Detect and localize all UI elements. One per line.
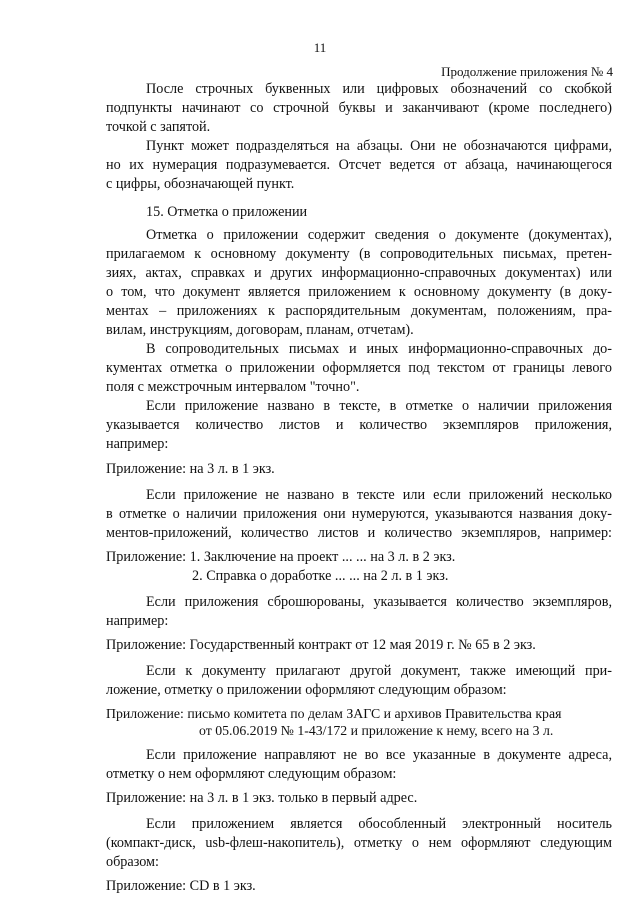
paragraph-line: ментах – приложениях к распорядительным документам, положениям, пра- [106,303,612,319]
paragraph-line: кументах отметка о приложении оформляется под текстом от границы левого [106,360,612,376]
paragraph-line: точкой с запятой. [106,119,211,135]
page-number: 11 [313,40,327,55]
paragraph-line: После строчных буквенных или цифровых обозначений со скобкой [146,81,612,97]
paragraph-line: с цифры, обозначающей пункт. [106,176,295,192]
attachment-example-continued: 2. Справка о доработке ... ... на 2 л. в 1 экз. [192,568,449,584]
paragraph-line: Если приложением является обособленный электронный носитель [146,816,612,832]
attachment-example: Приложение: на 3 л. в 1 экз. [106,461,275,477]
paragraph-line: Пункт может подразделяться на абзацы. Они не обозначаются цифрами, [146,138,612,154]
paragraph-line: но их нумерация подразумевается. Отсчет ведется от абзаца, начинающегося [106,157,612,173]
paragraph-line: указывается количество листов и количество экземпляров приложения, [106,417,612,433]
paragraph-line: вилам, инструкциям, договорам, планам, отчетам). [106,322,414,338]
attachment-example: Приложение: на 3 л. в 1 экз. только в первый адрес. [106,790,418,806]
paragraph-line: о том, что документ является приложением к основному документу (в доку- [106,284,612,300]
paragraph-line: прилагаемом к основному документу (в сопроводительных письмах, претен- [106,246,612,262]
section-heading: 15. Отметка о приложении [146,204,308,220]
paragraph-line: ложение, отметку о приложении оформляют следующим образом: [106,682,507,698]
paragraph-line: в отметке о наличии приложения они нумеруются, указываются названия доку- [106,506,612,522]
paragraph-line: Отметка о приложении содержит сведения о документе (документах), [146,227,612,243]
paragraph-line: Если к документу прилагают другой документ, также имеющий при- [146,663,612,679]
attachment-example: Приложение: 1. Заключение на проект ... ... на 3 л. в 2 экз. [106,549,456,565]
paragraph-line: ментов-приложений, количество листов и количество экземпляров, например: [106,525,612,541]
appendix-continuation-note: Продолжение приложения № 4 [441,64,613,79]
paragraph-line: подпункты начинают со строчной буквы и заканчивают (кроме последнего) [106,100,612,116]
paragraph-line: образом: [106,854,159,870]
attachment-example: Приложение: Государственный контракт от 12 мая 2019 г. № 65 в 2 экз. [106,637,536,653]
paragraph-line: например: [106,613,169,629]
paragraph-line: В сопроводительных письмах и иных информационно-справочных до- [146,341,612,357]
paragraph-line: (компакт-диск, usb-флеш-накопитель), отметку о нем оформляют следующим [106,835,612,851]
paragraph-line: Если приложение не названо в тексте или если приложений несколько [146,487,612,503]
paragraph-line: Если приложение названо в тексте, в отметке о наличии приложения [146,398,612,414]
attachment-example-continued: от 05.06.2019 № 1-43/172 и приложение к нему, всего на 3 л. [199,723,554,738]
paragraph-line: зиях, актах, справках и других информационно-справочных документах) или [106,265,612,281]
attachment-example: Приложение: письмо комитета по делам ЗАГС и архивов Правительства края [106,706,562,721]
paragraph-line: Если приложения сброшюрованы, указывается количество экземпляров, [146,594,612,610]
attachment-example: Приложение: CD в 1 экз. [106,878,256,894]
paragraph-line: поля с межстрочным интервалом "точно". [106,379,360,395]
paragraph-line: например: [106,436,169,452]
paragraph-line: отметку о нем оформляют следующим образом: [106,766,397,782]
paragraph-line: Если приложение направляют не во все указанные в документе адреса, [146,747,612,763]
